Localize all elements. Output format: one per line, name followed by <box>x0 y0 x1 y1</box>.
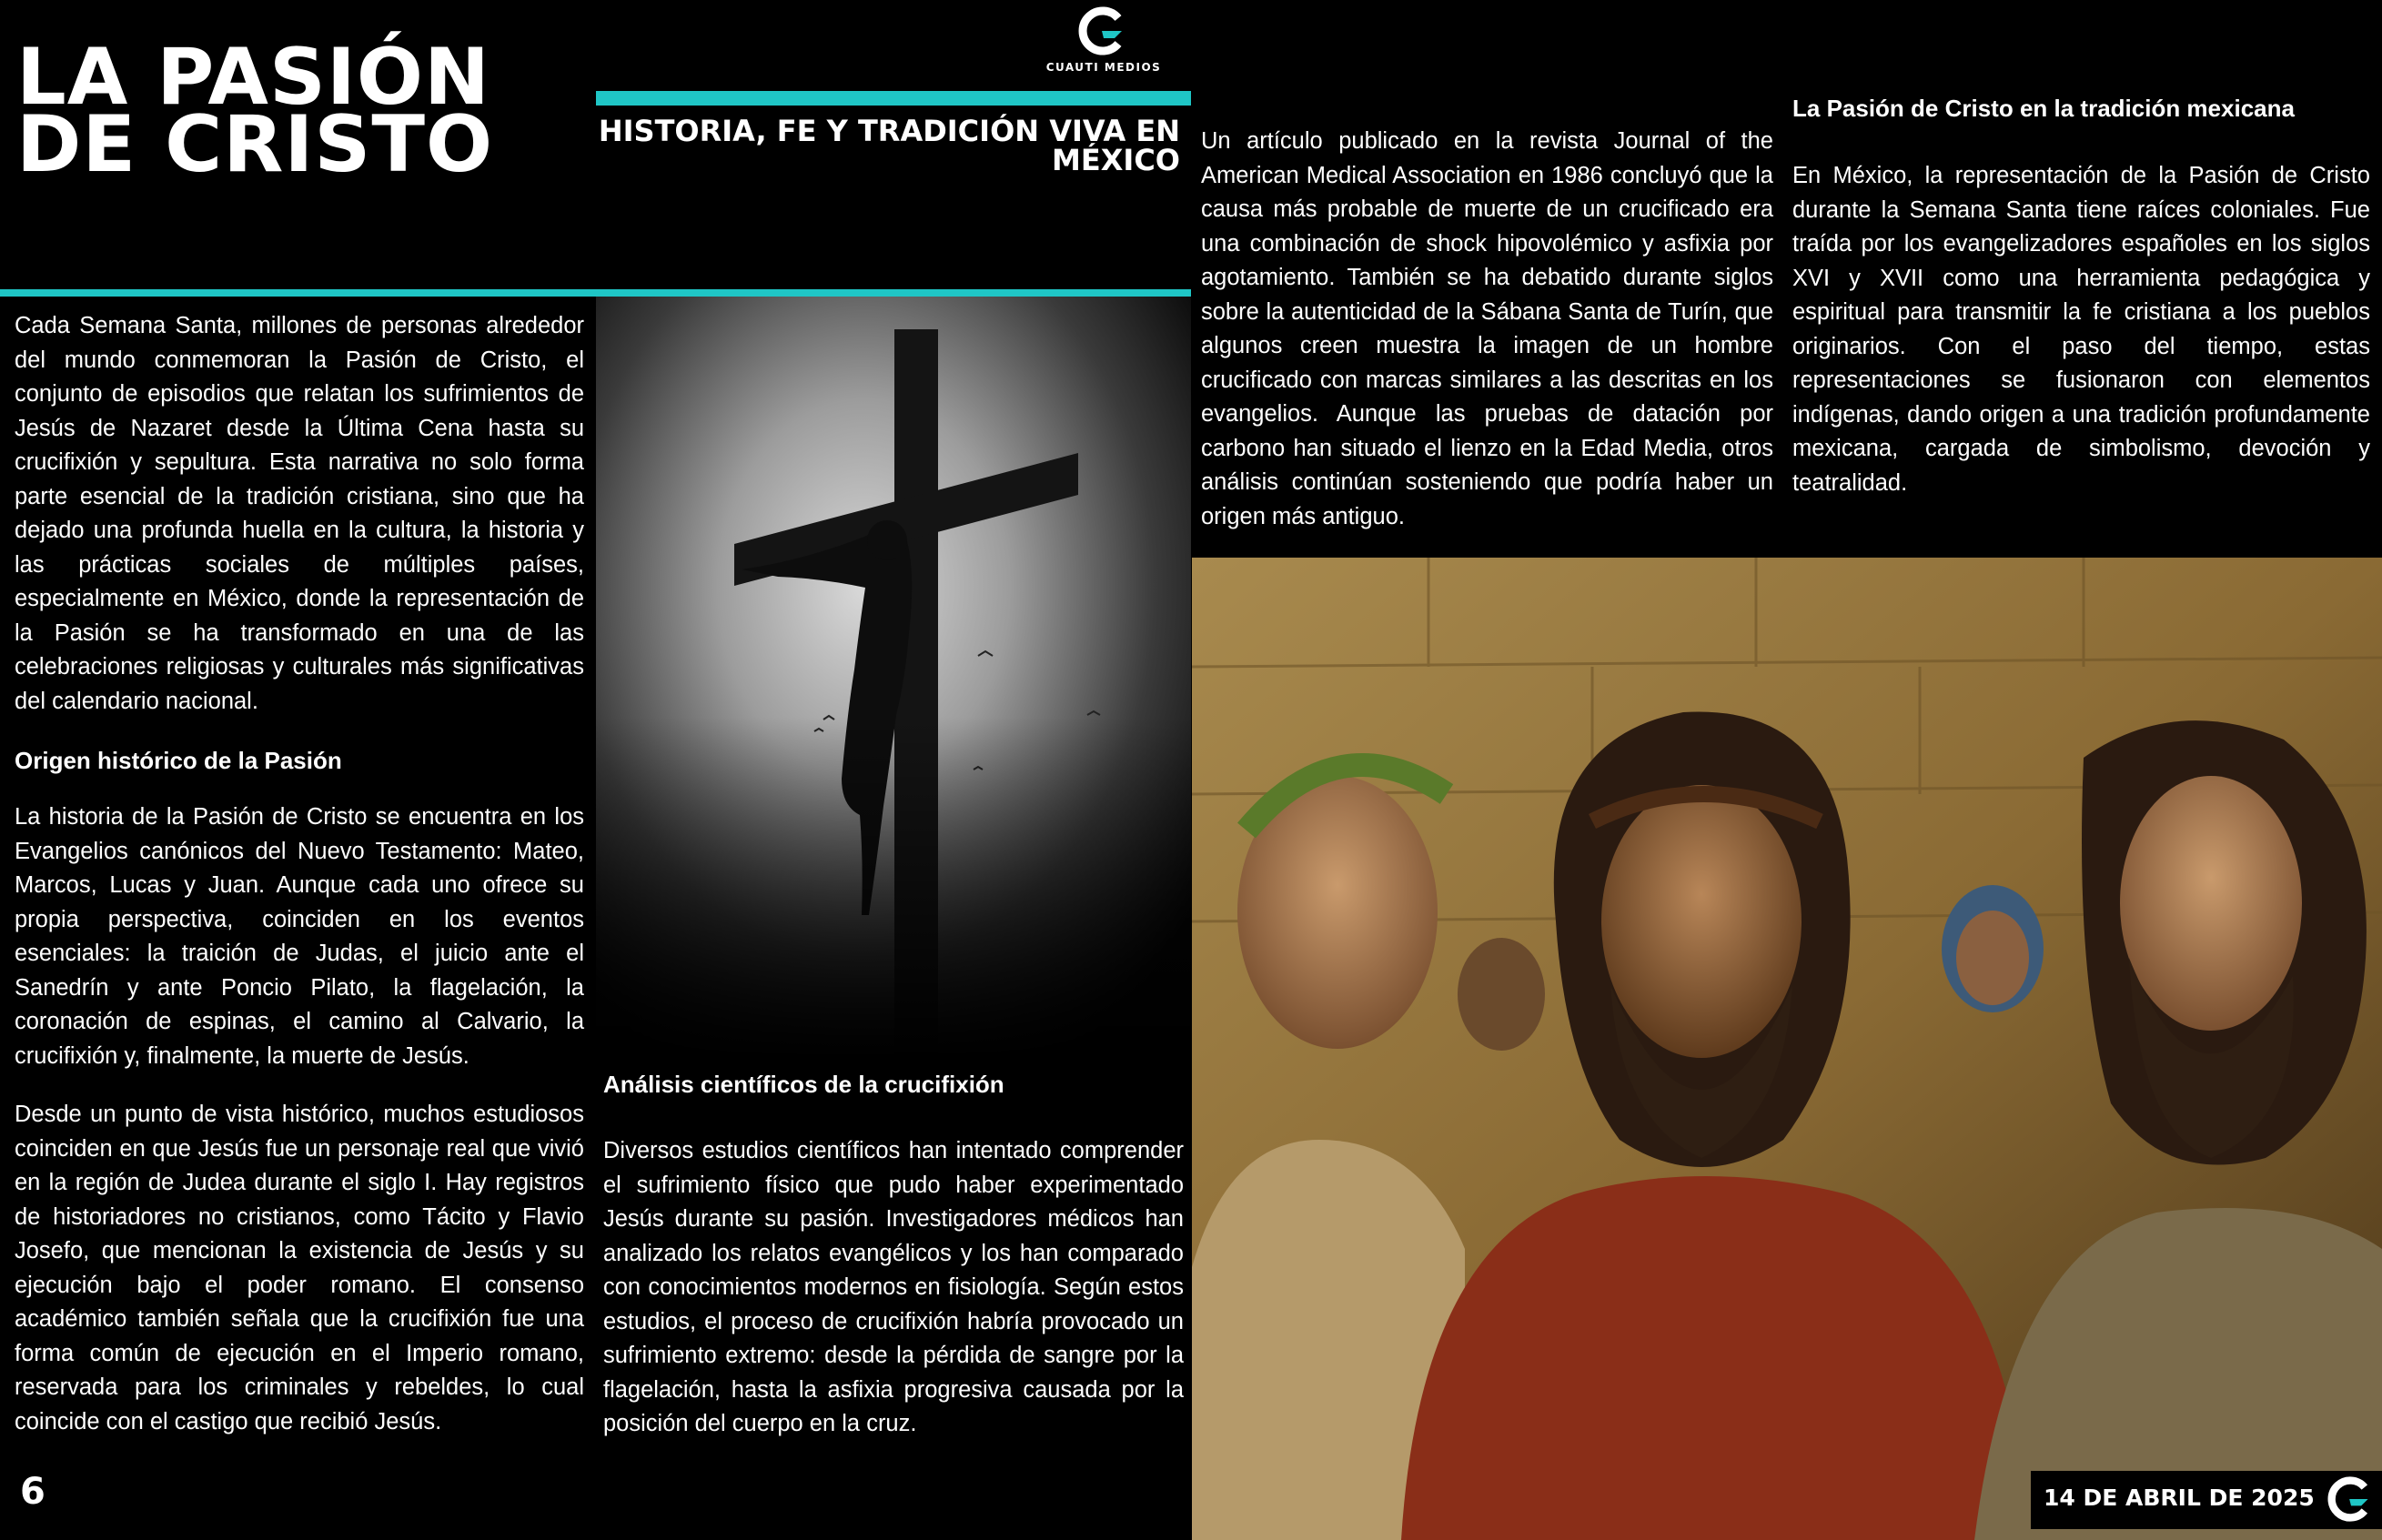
science-paragraph: Diversos estudios científicos han intentado comprender el sufrimiento físico que pudo haber experimentado Jesús durante su pasión. Investigadores médicos han analizado los relatos evangélicos y los han comparado con conocimientos modernos en fisiología. Según estos estudios, el proceso de crucifixión habría provocado un sufrimiento extremo: desde la pérdida de sangre por la flagelación, hasta la asfixia progresiva causada por la posición del cuerpo en la cruz. <box>603 1138 1184 1436</box>
mexico-paragraph: En México, la representación de la Pasión de Cristo durante la Semana Santa tiene raíces coloniales. Fue traída por los evangelizadores españoles en los siglos XVI y XVII como una herramienta pedagógica y espiritual para transmitir la fe cristiana a los pueblos originarios. Con el paso del tiempo, estas representaciones se fusionaron con elementos indígenas, dando origen a una tradición profundamente mexicana, cargada de simbolismo, devoción y teatralidad. <box>1792 163 2370 496</box>
passion-painting-image <box>1192 558 2382 1540</box>
intro-paragraph: Cada Semana Santa, millones de personas alrededor del mundo conmemoran la Pasión de Cristo, el conjunto de episodios que relatan los sufrimientos de Jesús de Nazaret desde la Última Cena hasta su crucifixión y sepultura. Esta narrativa no solo forma parte esencial de la tradición cristiana, sino que ha dejado una profunda huella en la cultura, la historia y las prácticas sociales de múltiples países, especialmente en México, donde la representación de la Pasión se ha transformado en una de las celebraciones religiosas y culturales más significativas del calendario nacional. <box>15 313 584 714</box>
page-number: 6 <box>20 1471 45 1513</box>
brand-logo-icon <box>2327 1475 2375 1523</box>
origin-paragraph: La historia de la Pasión de Cristo se encuentra en los Evangelios canónicos del Nuevo Testamento: Mateo, Marcos, Lucas y Juan. Aunque cada uno ofrece su propia perspectiva, coinciden en los eventos esenciales: la traición de Judas, el juicio ante el Sanedrín y ante Poncio Pilato, la flagelación, la coronación de espinas, el camino al Calvario, la crucifixión y, finalmente, la muerte de Jesús. <box>15 804 584 1069</box>
issue-date: 14 DE ABRIL DE 2025 <box>2044 1485 2315 1511</box>
history-paragraph: Desde un punto de vista histórico, muchos estudiosos coinciden en que Jesús fue un personaje real que vivió en la región de Judea durante el siglo I. Hay registros de historiadores no cristianos, como Tácito y Flavio Josefo, que mencionan la existencia de Jesús y su ejecución bajo el poder romano. El consenso académico también señala que la crucifixión fue una forma común de ejecución en el Imperio romano, reservada para los criminales y rebeldes, lo cual coincide con el castigo que recibió Jesús. <box>15 1102 584 1434</box>
accent-divider <box>0 289 1191 297</box>
brand-logo-icon <box>1078 5 1129 56</box>
jama-paragraph: Un artículo publicado en la revista Journal of the American Medical Association en 1986 concluyó que la causa más probable de muerte de un crucificado era una combinación de shock hipovolémico y asfixia por agotamiento. También se ha debatido durante siglos sobre la autenticidad de la Sábana Santa de Turín, que algunos creen muestra la imagen de un hombre crucificado con marcas similares a las descritas en los evangelios. Aunque las pruebas de datación por carbono han situado el lienzo en la Edad Media, otros análisis continúan sosteniendo que podría haber un origen más antiguo. <box>1201 128 1773 529</box>
section-heading-origin: Origen histórico de la Pasión <box>15 747 342 774</box>
page-title: LA PASIÓN DE CRISTO <box>16 32 494 190</box>
page-subtitle: HISTORIA, FE Y TRADICIÓN VIVA EN MÉXICO <box>598 114 1180 177</box>
accent-bar <box>596 91 1191 106</box>
brand-name: CUAUTI MEDIOS <box>1045 61 1162 74</box>
section-heading-mexico: La Pasión de Cristo en la tradición mexicana <box>1792 95 2295 122</box>
crucifix-image <box>596 297 1191 1061</box>
section-heading-science: Análisis científicos de la crucifixión <box>603 1071 1004 1098</box>
